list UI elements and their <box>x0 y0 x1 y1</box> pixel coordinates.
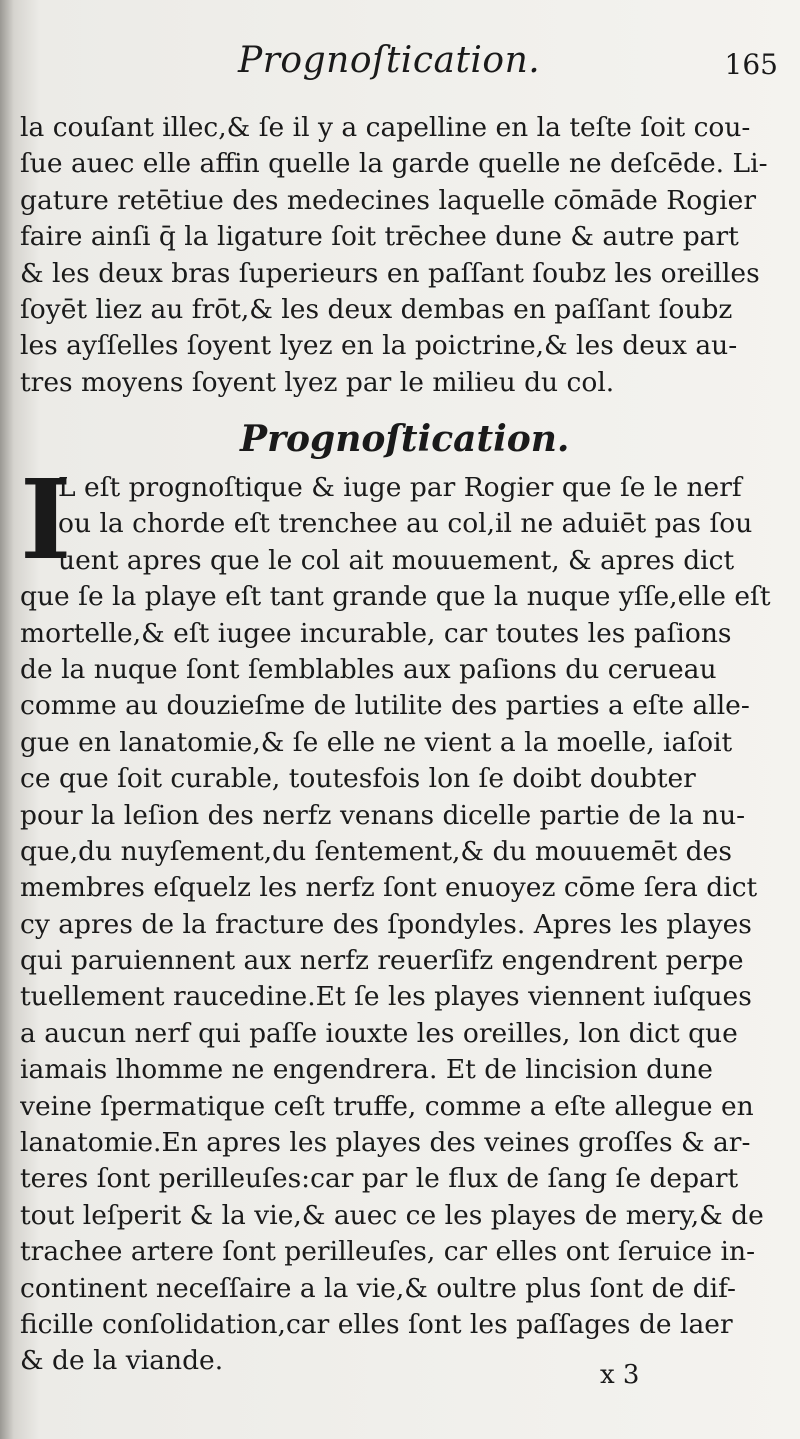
text-line: la couſant illec,& ſe il y a capelline en la teſte ſoit cou- <box>20 112 751 143</box>
text-line: faire ainſi q̄ la ligature ſoit trēchee dune & autre part <box>20 221 739 253</box>
text-line: gature retētiue des medecines laquelle cōmāde Rogier <box>20 184 756 216</box>
section-heading: Prognoſtication. <box>240 418 570 460</box>
text-line: ficille conſolidation,car elles ſont les paſſages de laer <box>20 1308 733 1340</box>
text-line: tuellement raucedine.Et ſe les playes viennent iuſques <box>20 981 752 1013</box>
text-line: cy apres de la fracture des ſpondyles. Apres les playes <box>20 908 752 940</box>
text-line: & les deux bras ſuperieurs en paſſant ſoubz les oreilles <box>20 257 760 289</box>
page-number: 165 <box>724 48 778 81</box>
text-line: ſoyēt liez au frōt,& les deux dembas en paſſant ſoubz <box>20 293 733 325</box>
text-line: ou la chorde eſt trenchee au col,il ne aduiēt pas ſou <box>58 508 753 540</box>
text-line: mortelle,& eſt iugee incurable, car toutes les paſions <box>20 617 732 649</box>
text-line: membres eſquelz les nerfz ſont enuoyez cōme ſera dict <box>20 872 758 904</box>
text-line: comme au douzieſme de lutilite des parties a eſte alle- <box>20 690 750 722</box>
text-line: iamais lhomme ne engendrera. Et de lincision dune <box>20 1054 713 1086</box>
text-line: que ſe la playe eſt tant grande que la nuque yſſe,elle eſt <box>20 581 771 613</box>
signature-mark: x 3 <box>600 1360 640 1390</box>
text-line: continent neceſſaire a la vie,& oultre plus ſont de dif- <box>20 1272 736 1304</box>
text-line: tres moyens ſoyent lyez par le milieu du col. <box>20 366 615 398</box>
text-line: qui paruiennent aux nerfz reuerſifz engendrent perpe <box>20 945 744 977</box>
text-line: lanatomie.En apres les playes des veines groſſes & ar- <box>20 1127 751 1159</box>
text-line: teres ſont perilleuſes:car par le flux de ſang ſe depart <box>20 1163 739 1195</box>
text-line: & de la viande. <box>20 1345 224 1377</box>
text-line: L eſt prognoſtique & iuge par Rogier que ſe le nerf <box>58 472 742 503</box>
text-line: les ayſſelles ſoyent lyez en la poictrine,& les deux au- <box>20 330 738 362</box>
paragraph-ligature <box>20 110 772 401</box>
text-line: a aucun nerf qui paſſe iouxte les oreilles, lon dict que <box>20 1017 738 1049</box>
paragraph-prognostication <box>20 455 772 1380</box>
text-line: trachee artere ſont perilleuſes, car elles ont ſeruice in- <box>20 1236 756 1268</box>
text-line: pour la leſion des nerfz venans dicelle partie de la nu- <box>20 799 746 831</box>
text-line: tout leſperit & la vie,& auec ce les playes de mery,& de <box>20 1199 764 1231</box>
text-line: ſue auec elle affin quelle la garde quelle ne deſcēde. Li- <box>20 148 768 180</box>
running-head <box>0 40 800 90</box>
text-line: que,du nuyſement,du ſentement,& du mouuemēt des <box>20 835 732 867</box>
drop-capital: I <box>20 455 72 584</box>
text-line: de la nuque ſont ſemblables aux paſions du cerueau <box>20 653 717 685</box>
text-line: veine ſpermatique ceſt truffe, comme a eſte allegue en <box>20 1090 754 1122</box>
running-title: Prognoſtication. <box>238 40 541 81</box>
text-line: gue en lanatomie,& ſe elle ne vient a la moelle, iaſoit <box>20 726 733 758</box>
text-line: ce que ſoit curable, toutesfois lon ſe doibt doubter <box>20 763 696 795</box>
text-line: uent apres que le col ait mouuement, & apres dict <box>58 544 735 576</box>
